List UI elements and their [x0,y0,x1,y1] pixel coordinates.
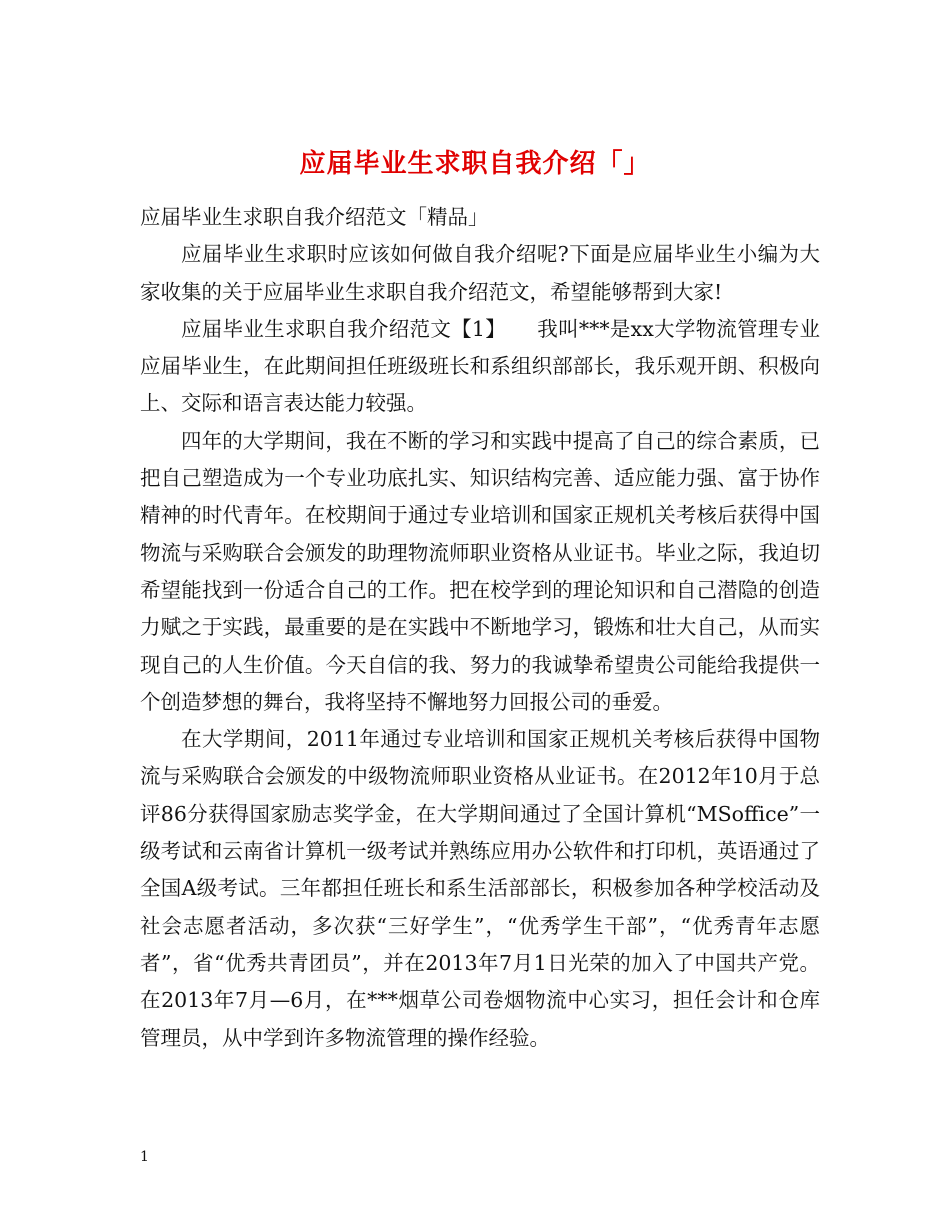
sample-paragraph-3: 在大学期间，2011年通过专业培训和国家正规机关考核后获得中国物流与采购联合会颁发的中级物流师职业资格从业证书。在2012年10月于总评86分获得国家励志奖学金，在大学期间通过了全国计算机“MSoffice”一级考试和云南省计算机一级考试并熟练应用办公软件和打印机，英语通过了全国A级考试。三年都担任班长和系生活部部长，积极参加各种学校活动及社会志愿者活动，多次获“三好学生”，“优秀学生干部”，“优秀青年志愿者”，省“优秀共青团员”，并在2013年7月1日光荣的加入了中国共产党。在2013年7月—6月，在***烟草公司卷烟物流中心实习，担任会计和仓库管理员，从中学到许多物流管理的操作经验。 [140,727,820,1050]
page-title: 应届毕业生求职自我介绍「」 [299,149,651,180]
sample-paragraph-1: 应届毕业生求职自我介绍范文【1】 我叫***是xx大学物流管理专业应届毕业生，在此期间担任班级班长和系组织部部长，我乐观开朗、积极向上、交际和语言表达能力较强。 [140,316,820,416]
document-body [140,199,820,1057]
intro-paragraph: 应届毕业生求职时应该如何做自我介绍呢?下面是应届毕业生小编为大家收集的关于应届毕业生求职自我介绍范文，希望能够帮到大家! [140,242,820,304]
sample-paragraph-2: 四年的大学期间，我在不断的学习和实践中提高了自己的综合素质，已把自己塑造成为一个专业功底扎实、知识结构完善、适应能力强、富于协作精神的时代青年。在校期间于通过专业培训和国家正规机关考核后获得中国物流与采购联合会颁发的助理物流师职业资格从业证书。毕业之际，我迫切希望能找到一份适合自己的工作。把在校学到的理论知识和自己潜隐的创造力赋之于实践，最重要的是在实践中不断地学习，锻炼和壮大自己，从而实现自己的人生价值。今天自信的我、努力的我诚挚希望贵公司能给我提供一个创造梦想的舞台，我将坚持不懈地努力回报公司的垂爱。 [140,428,820,714]
subtitle-paragraph: 应届毕业生求职自我介绍范文「精品」 [140,205,489,229]
page-number: 1 [140,1149,149,1165]
